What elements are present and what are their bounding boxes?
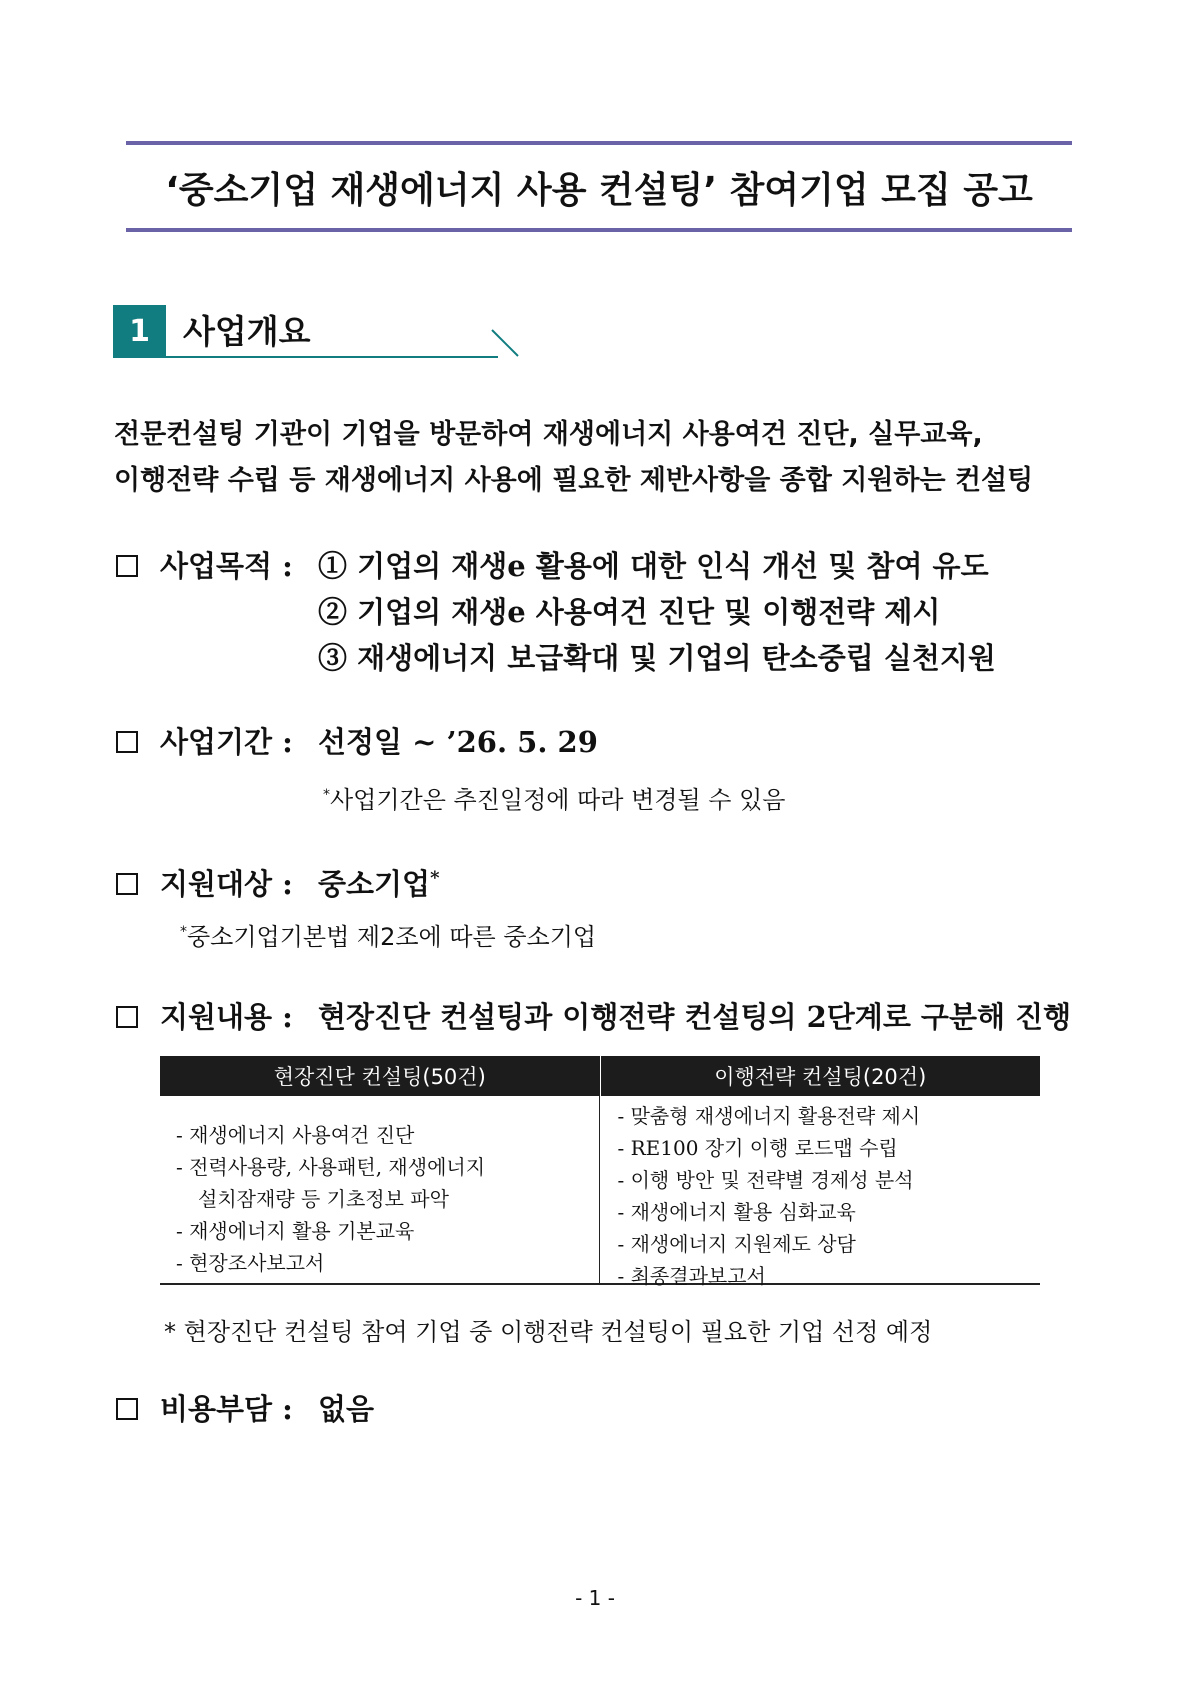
target-checkbox [116, 873, 138, 895]
purpose-label: 사업목적 : [160, 549, 293, 583]
period-label: 사업기간 : [160, 725, 293, 759]
field-consulting-column [160, 1096, 600, 1283]
cost-label: 비용부담 : [160, 1392, 293, 1426]
table-header-strategy: 이행전략 컨설팅(20건) [714, 1065, 927, 1089]
list-item: - 재생에너지 지원제도 상담 [617, 1232, 856, 1256]
title-top-rule [126, 141, 1072, 145]
list-item: - RE100 장기 이행 로드맵 수립 [617, 1136, 898, 1160]
period-note: *사업기간은 추진일정에 따라 변경될 수 있음 [323, 786, 786, 814]
list-item: - 맞춤형 재생에너지 활용전략 제시 [617, 1104, 921, 1128]
cost-value: 없음 [318, 1392, 375, 1426]
target-note: *중소기업기본법 제2조에 따른 중소기업 [180, 923, 597, 951]
page-title: ‘중소기업 재생에너지 사용 컨설팅’ 참여기업 모집 공고 [165, 170, 1033, 211]
list-item: - 재생에너지 활용 심화교육 [617, 1200, 856, 1224]
purpose-checkbox [116, 555, 138, 577]
list-item: - 현장조사보고서 [176, 1251, 325, 1275]
table-body [160, 1096, 1040, 1288]
list-item: - 재생에너지 사용여건 진단 [176, 1123, 415, 1147]
section-number-badge: 1 [113, 305, 166, 358]
target-value: 중소기업* [318, 867, 440, 901]
period-value: 선정일 ~ ’26. 5. 29 [318, 725, 598, 759]
list-item: - 이행 방안 및 전략별 경제성 분석 [617, 1168, 914, 1192]
table-note: * 현장진단 컨설팅 참여 기업 중 이행전략 컨설팅이 필요한 기업 선정 예정 [164, 1318, 933, 1346]
section-underline [113, 356, 498, 358]
support-label: 지원내용 : [160, 1000, 293, 1034]
purpose-item-2: ② 기업의 재생e 사용여건 진단 및 이행전략 제시 [318, 595, 941, 629]
target-label: 지원대상 : [160, 867, 293, 901]
support-value: 현장진단 컨설팅과 이행전략 컨설팅의 2단계로 구분해 진행 [318, 1000, 1072, 1034]
section-title: 사업개요 [183, 312, 311, 351]
purpose-item-3: ③ 재생에너지 보급확대 및 기업의 탄소중립 실천지원 [318, 641, 996, 675]
page-number: - 1 - [575, 1586, 615, 1610]
intro-line-2: 이행전략 수립 등 재생에너지 사용에 필요한 제반사항을 종합 지원하는 컨설팅 [114, 465, 1034, 496]
strategy-consulting-column [600, 1096, 1041, 1288]
list-item: - 전력사용량, 사용패턴, 재생에너지 [176, 1155, 486, 1179]
table-header-field: 현장진단 컨설팅(50건) [160, 1056, 601, 1096]
support-checkbox [116, 1006, 138, 1028]
title-bottom-rule [126, 228, 1072, 232]
purpose-item-1: ① 기업의 재생e 활용에 대한 인식 개선 및 참여 유도 [318, 549, 989, 583]
section-slash-mark [490, 328, 520, 358]
table-header [160, 1056, 1040, 1096]
list-item: 설치잠재량 등 기초정보 파악 [198, 1187, 449, 1211]
consulting-table [160, 1056, 1040, 1288]
period-checkbox [116, 731, 138, 753]
list-item: - 최종결과보고서 [617, 1264, 766, 1288]
intro-line-1: 전문컨설팅 기관이 기업을 방문하여 재생에너지 사용여건 진단, 실무교육, [114, 419, 983, 450]
cost-checkbox [116, 1398, 138, 1420]
list-item: - 재생에너지 활용 기본교육 [176, 1219, 415, 1243]
